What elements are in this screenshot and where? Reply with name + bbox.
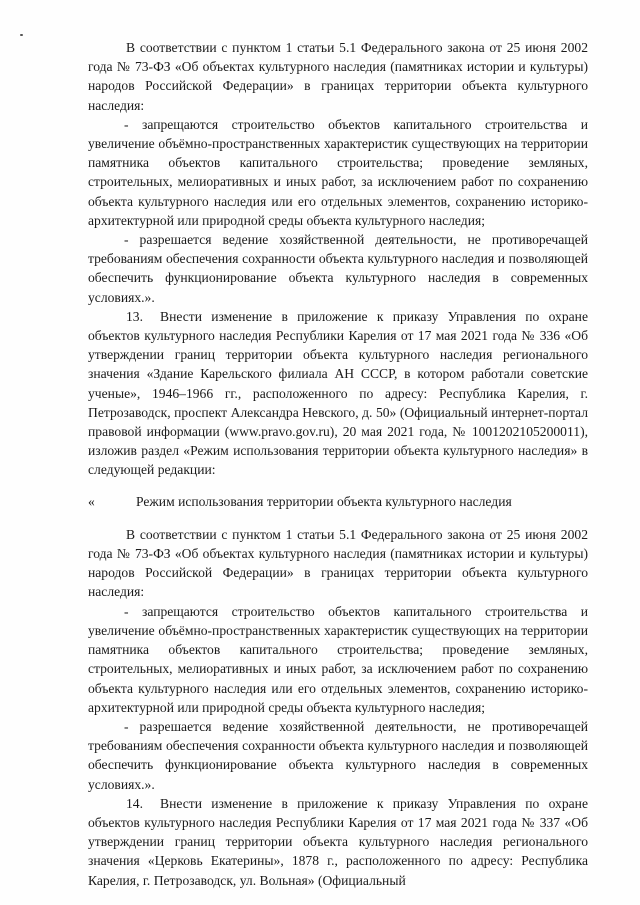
document-body xyxy=(88,38,588,890)
paragraph-intro: В соответствии с пунктом 1 статьи 5.1 Федерального закона от 25 июня 2002 года № 73-ФЗ «Об объектах культурного наследия (памятниках истории и культуры) народов Российской Федерации» в границах территории объекта культурного наследия: xyxy=(88,526,588,600)
opening-quote-mark: « xyxy=(88,493,95,509)
section-heading-text: Режим использования территории объекта культурного наследия xyxy=(136,493,512,509)
paragraph-permissions: - разрешается ведение хозяйственной деятельности, не противоречащей требованиям обеспечения сохранности объекта культурного наследия и позволяющей обеспечить функционирование объекта культурного наследия в современных условиях.». xyxy=(88,718,588,792)
paragraph-item-14 xyxy=(88,794,588,890)
scan-speck xyxy=(20,34,23,36)
paragraph-item-13 xyxy=(88,307,588,480)
paragraph-permissions: - разрешается ведение хозяйственной деятельности, не противоречащей требованиям обеспечения сохранности объекта культурного наследия и позволяющей обеспечить функционирование объекта культурного наследия в современных условиях.». xyxy=(88,232,588,305)
item-text: Внести изменение в приложение к приказу Управления по охране объектов культурного наследия Республики Карелия от 17 мая 2021 года № 337 «Об утверждении границ территории объекта культурного наследия регионального значения «Церковь Екатерины», 1878 г., расположенного по адресу: Республика Карелия, г. Петрозаводск, ул. Вольная» (Официальный xyxy=(88,795,588,888)
paragraph-intro: В соответствии с пунктом 1 статьи 5.1 Федерального закона от 25 июня 2002 года № 73-ФЗ «Об объектах культурного наследия (памятниках истории и культуры) народов Российской Федерации» в границах территории объекта культурного наследия: xyxy=(88,40,588,113)
paragraph-prohibitions: - запрещаются строительство объектов капитального строительства и увеличение объёмно-пространственных характеристик существующих на территории памятника объектов капитального строительства; проведение земляных, строительных, мелиоративных и иных работ, за исключением работ по сохранению объекта культурного наследия или его отдельных элементов, сохранению историко-архитектурной или природной среды объекта культурного наследия; xyxy=(88,116,588,228)
paragraph-prohibitions: - запрещаются строительство объектов капитального строительства и увеличение объёмно-пространственных характеристик существующих на территории памятника объектов капитального строительства; проведение земляных, строительных, мелиоративных и иных работ, за исключением работ по сохранению объекта культурного наследия или его отдельных элементов, сохранению историко-архитектурной или природной среды объекта культурного наследия; xyxy=(88,603,588,715)
item-text: Внести изменение в приложение к приказу Управления по охране объектов культурного наследия Республики Карелия от 17 мая 2021 года № 336 «Об утверждении границ территории объекта культурного наследия регионального значения «Здание Карельского филиала АН СССР, в котором работали советские ученые», 1946–1966 гг., расположенного по адресу: Республика Карелия, г. Петрозаводск, проспект Александра Невского, д. 50» (Официальный интернет-портал правовой информации (www.pravo.gov.ru), 20 мая 2021 года, № 1001202105200011), изложив раздел «Режим использования территории объекта культурного наследия» в следующей редакции: xyxy=(88,308,588,478)
section-heading xyxy=(88,492,588,511)
item-number: 13. xyxy=(126,308,143,324)
item-number: 14. xyxy=(126,795,143,811)
